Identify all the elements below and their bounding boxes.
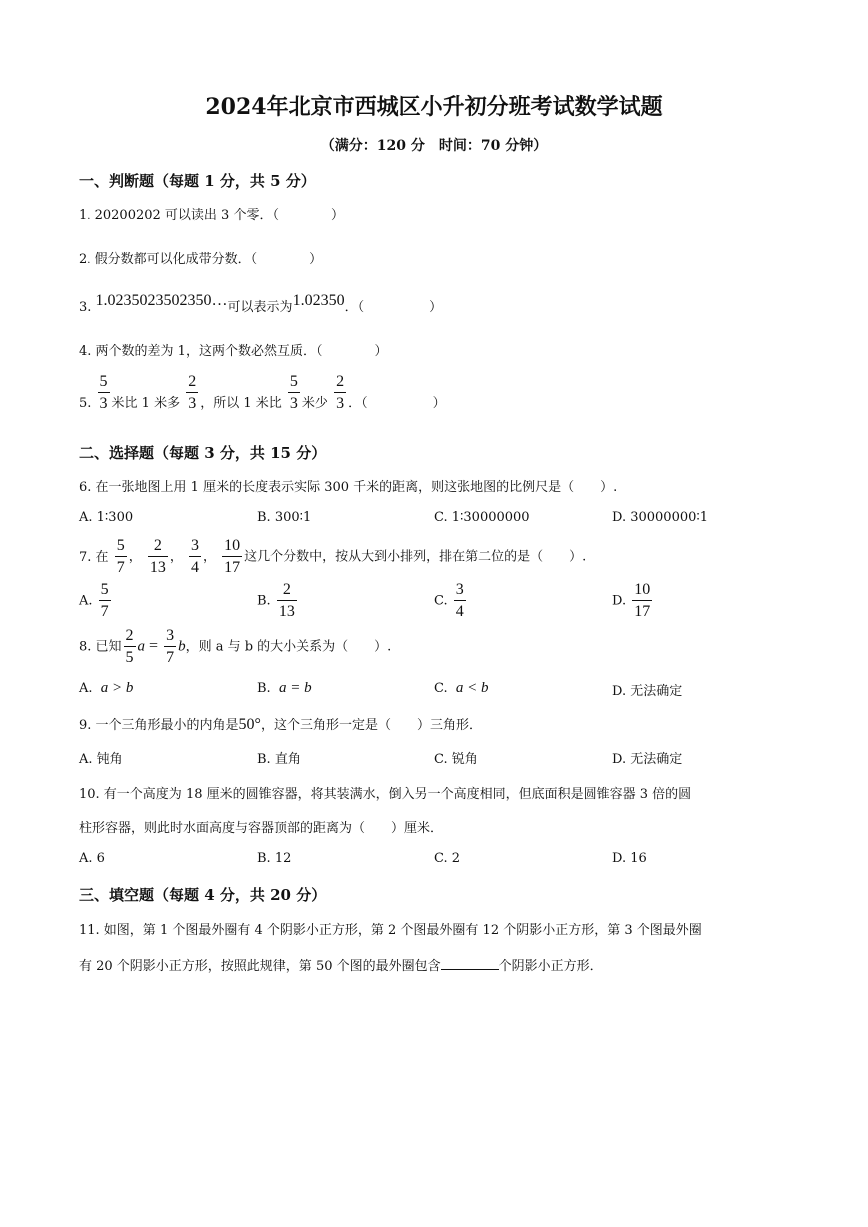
option-c: C. a < b: [434, 680, 489, 696]
page-subtitle: （满分：120 分 时间：70 分钟）: [320, 138, 548, 154]
fraction: $\frac{2}{3}$: [188, 373, 197, 412]
option-b: B. 12: [257, 851, 292, 866]
question-text: 7. 在: [79, 549, 109, 565]
question-text: 米比 1 米多: [111, 395, 181, 411]
section-heading-judgement: 一、判断题（每题 1 分，共 5 分）: [79, 172, 316, 190]
page-title: 2024年北京市西城区小升初分班考试数学试题: [205, 94, 663, 120]
option-c: C. 1∶30000000: [434, 510, 530, 525]
option-a: A. 钝角: [79, 752, 123, 767]
question-10-line-1: 10. 有一个高度为 18 厘米的圆锥容器，将其装满水，倒入另一个高度相同，但底面积是圆锥容器 3 倍的圆: [79, 787, 692, 802]
option-b: B. $\frac{2}{13}$: [257, 581, 295, 620]
fraction: $\frac{5}{3}$: [99, 373, 108, 412]
option-d: D. 无法确定: [612, 752, 683, 767]
question-7: 7. 在 $\frac{5}{7}$ ， $\frac{2}{13}$ ， $\frac{3}{4}$ ， $\frac{10}{17}$ 这几个分数中，按从大到小排列，排在第二位的是（ ）.: [79, 537, 587, 576]
question-text: 8. 已知: [79, 639, 122, 655]
question-number: 1: [79, 208, 88, 223]
option-d: D. 16: [612, 851, 647, 866]
question-number: 3.: [79, 300, 92, 315]
fraction: $\frac{5}{7}$: [116, 537, 125, 576]
option-c: C. $\frac{3}{4}$: [434, 581, 464, 620]
fraction: $\frac{3}{4}$: [191, 537, 199, 576]
option-d: D. 无法确定: [612, 684, 683, 699]
question-number: 2: [79, 252, 88, 267]
question-text: 这几个分数中，按从大到小排列，排在第二位的是（ ）.: [244, 549, 587, 565]
answer-blank: ．（ ）: [348, 395, 446, 411]
option-d: D. 30000000∶1: [612, 510, 709, 525]
question-2: 2. 假分数都可以化成带分数．（ ）: [79, 252, 323, 267]
option-c: C. 锐角: [434, 752, 478, 767]
option-b: B. 直角: [257, 752, 301, 767]
question-6: 6. 在一张地图上用 1 厘米的长度表示实际 300 千米的距离，则这张地图的比例尺是（ ）.: [79, 480, 618, 495]
option-b: B. a = b: [257, 680, 312, 696]
question-text: 有 20 个阴影小正方形，按照此规律，第 50 个图的最外圈包含: [79, 959, 441, 974]
section-heading-fill-in: 三、填空题（每题 4 分，共 20 分）: [79, 886, 327, 904]
question-text: ，所以 1 米比: [200, 395, 282, 411]
fraction: $\frac{2}{5}$: [125, 627, 134, 666]
fraction: $\frac{3}{7}$: [166, 627, 175, 666]
option-d: D. $\frac{10}{17}$: [612, 581, 651, 620]
answer-blank: ．（ ）: [344, 300, 443, 315]
question-text: 20200202 可以读出 3 个零．（ ）: [94, 208, 344, 223]
question-4: 4. 两个数的差为 1，这两个数必然互质．（ ）: [79, 344, 388, 359]
fraction: $\frac{2}{3}$: [336, 373, 345, 412]
section-heading-choice: 二、选择题（每题 3 分，共 15 分）: [79, 444, 327, 462]
question-text: 个阴影小正方形．: [498, 959, 603, 974]
question-text: 假分数都可以化成带分数．（ ）: [94, 252, 323, 267]
question-text: 可以表示为: [227, 300, 293, 315]
question-text: ，这个三角形一定是（ ）三角形．: [260, 718, 482, 733]
question-3: [79, 292, 443, 316]
question-text: ，则 a 与 b 的大小关系为（ ）.: [185, 639, 392, 655]
question-10-line-2: 柱形容器，则此时水面高度与容器顶部的距离为（ ）厘米．: [79, 821, 444, 836]
question-text: 米少: [301, 395, 328, 411]
question-5: [79, 374, 446, 412]
option-a: A. 6: [79, 851, 105, 866]
question-1: 1. 20200202 可以读出 3 个零．（ ）: [79, 208, 344, 223]
fraction: $\frac{2}{13}$: [149, 537, 166, 576]
answer-blank[interactable]: [441, 958, 499, 970]
fraction: $\frac{5}{3}$: [289, 373, 298, 412]
question-9: [79, 714, 482, 734]
fraction: $\frac{10}{17}$: [224, 537, 241, 576]
question-number: 5.: [79, 395, 92, 411]
option-b: B. 300∶1: [257, 510, 312, 525]
repeating-decimal: 1.0235023502350…: [95, 292, 228, 309]
option-a: A. 1∶300: [79, 510, 134, 525]
option-a: A. a > b: [79, 680, 134, 696]
angle-value: 50°: [238, 716, 261, 733]
question-8: 8. 已知 $\frac{2}{5}$ a = $\frac{3}{7}$ b，则 a 与 b 的大小关系为（ ）.: [79, 627, 392, 666]
question-11-line-2: [79, 955, 603, 974]
option-a: A. $\frac{5}{7}$: [79, 581, 109, 620]
question-text: 9. 一个三角形最小的内角是: [79, 718, 239, 733]
decimal-value: 1.02350: [292, 292, 345, 309]
option-c: C. 2: [434, 851, 461, 866]
question-11-line-1: 11. 如图，第 1 个图最外圈有 4 个阴影小正方形，第 2 个图最外圈有 12 个阴影小正方形，第 3 个图最外圈: [79, 923, 702, 938]
